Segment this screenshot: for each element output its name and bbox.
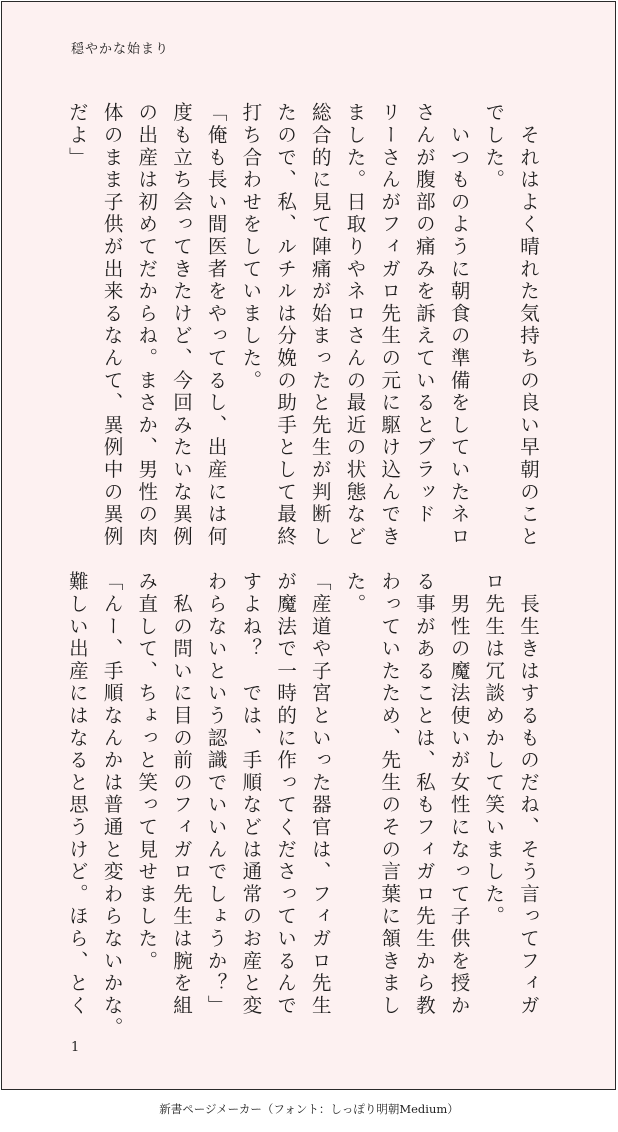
text-line: ロ先生は冗談めかして笑いました。 [482, 571, 506, 928]
text-line: ました。日取りやネロさんの最近の状態など [343, 102, 367, 548]
text-line: わらないという認識でいいんでしょうか？」 [204, 571, 228, 1017]
text-line: すよね？ では、手順などは通常のお産と変 [239, 571, 263, 1017]
text-line: の出産は初めてだからね。まさか、男性の肉 [135, 102, 159, 548]
running-head: 穏やかな始まり [71, 42, 170, 57]
upper-text-block [59, 102, 545, 548]
text-line: 総合的に見て陣痛が始まったと先生が判断し [308, 102, 332, 548]
footer-credit: 新書ページメーカー（フォント：しっぽり明朝Medium） [159, 1102, 459, 1116]
text-line: 度も立ち会ってきたけど、今回みたいな異例 [169, 102, 193, 548]
text-line: た。 [343, 571, 367, 616]
text-line: 「産道や子宮といった器官は、フィガロ先生 [308, 571, 332, 1017]
text-line: が魔法で一時的に作ってくださっているんで [274, 571, 298, 1017]
text-line: それはよく晴れた気持ちの良い早朝のこと [517, 102, 540, 548]
page-number: 1 [71, 1040, 80, 1055]
text-line: 体のまま子供が出来るなんて、異例中の異例 [100, 102, 124, 548]
lower-text-block [59, 571, 545, 1040]
text-line: 打ち合わせをしていました。 [239, 102, 263, 392]
text-line: 「んー、手順なんかは普通と変わらないかな。 [100, 571, 124, 1040]
text-line: る事があることは、私もフィガロ先生から教 [412, 571, 436, 1017]
text-line: 男性の魔法使いが女性になって子供を授か [447, 571, 471, 1017]
text-line: だよ」 [65, 102, 89, 169]
text-line: わっていたため、先生のその言葉に頷きまし [378, 571, 402, 1017]
text-line: み直して、ちょっと笑って見せました。 [135, 571, 159, 973]
text-line: リーさんがフィガロ先生の元に駆け込んでき [378, 102, 402, 548]
text-line: でした。 [482, 102, 506, 192]
text-line: 長生きはするものだね、そう言ってフィガ [517, 571, 540, 1017]
text-line: 難しい出産にはなると思うけど。ほら、とく [65, 571, 89, 1017]
book-page [1, 1, 616, 1090]
text-line: たので、私、ルチルは分娩の助手として最終 [274, 102, 298, 548]
text-line: 私の問いに目の前のフィガロ先生は腕を組 [169, 571, 193, 1017]
text-line: 「俺も長い間医者をやってるし、出産には何 [204, 102, 228, 548]
text-line: いつものように朝食の準備をしていたネロ [447, 102, 471, 548]
text-line: さんが腹部の痛みを訴えているとブラッド [412, 102, 436, 526]
